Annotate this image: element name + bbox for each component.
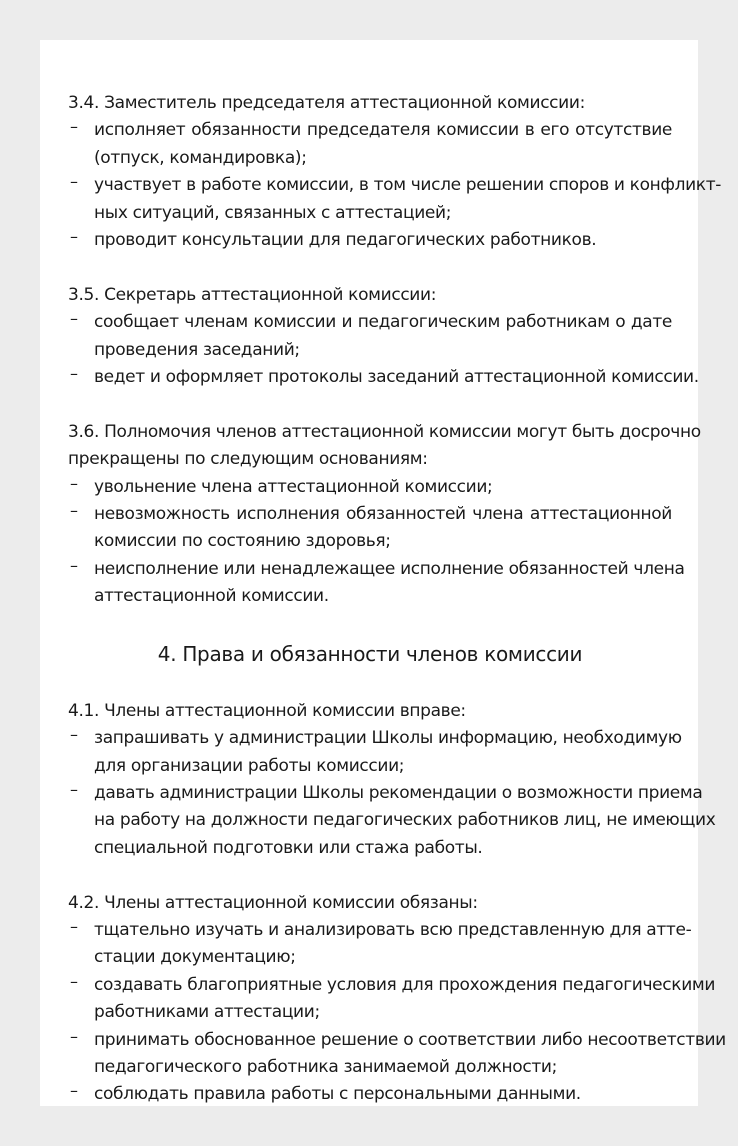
- list-item: [68, 916, 692, 972]
- list-item: [68, 555, 685, 611]
- section-4-2: [68, 890, 726, 1109]
- dash-marker: –: [70, 1081, 78, 1101]
- list-item-line: ных ситуаций, связанных с аттестацией;: [94, 202, 452, 223]
- list-item: [68, 971, 716, 1027]
- dash-marker: –: [70, 227, 78, 247]
- list-item-line: проводит консультации для педагогических работников.: [94, 230, 597, 251]
- list-item-line: запрашивать у администрации Школы информацию, необходимую: [94, 728, 682, 749]
- list-item-line: стации документацию;: [94, 947, 296, 968]
- list-item-line: принимать обоснованное решение о соответствии либо несоответствии: [94, 1029, 726, 1050]
- list-item: [68, 172, 722, 227]
- list-item: [68, 474, 672, 501]
- list-item-line: исполняет обязанности председателя комиссии в его отсутствие: [94, 120, 672, 141]
- list-item: [68, 779, 716, 862]
- list-item-line: тщательно изучать и анализировать всю представленную для атте-: [94, 919, 692, 940]
- list-item: [68, 725, 682, 780]
- dash-marker: –: [70, 364, 78, 384]
- section-4-1: [68, 698, 716, 862]
- dash-marker: –: [70, 172, 78, 192]
- list-item: [68, 1026, 726, 1082]
- list-item-line: педагогического работника занимаемой должности;: [94, 1056, 557, 1077]
- dash-marker: –: [70, 501, 78, 521]
- heading-gap: [68, 668, 672, 698]
- list-item-line: соблюдать правила работы с персональными данными.: [94, 1084, 581, 1105]
- list-item-line: неисполнение или ненадлежащее исполнение обязанностей члена: [94, 558, 685, 579]
- paragraph-gap: [68, 254, 672, 281]
- list-item-line: на работу на должности педагогических работников лиц, не имеющих: [94, 810, 716, 831]
- list-item-line: давать администрации Школы рекомендации о возможности приема: [94, 782, 703, 803]
- section-title-line: 3.6. Полномочия членов аттестационной комиссии могут быть досрочно: [68, 421, 701, 442]
- dash-marker: –: [70, 971, 78, 991]
- dash-marker: –: [70, 779, 78, 799]
- list-item-line: сообщает членам комиссии и педагогическим работникам о дате: [94, 312, 672, 333]
- list-item-line: аттестационной комиссии.: [94, 586, 329, 607]
- dash-marker: –: [70, 117, 78, 137]
- list-item-line: для организации работы комиссии;: [94, 755, 405, 776]
- list-item-line: увольнение члена аттестационной комиссии;: [94, 476, 493, 497]
- section-title: 3.4. Заместитель председателя аттестационной комиссии:: [68, 93, 585, 113]
- dash-marker: –: [70, 309, 78, 329]
- list-item: [68, 117, 672, 172]
- section-3-5: [68, 282, 699, 392]
- dash-marker: –: [70, 725, 78, 745]
- list-item-line: участвует в работе комиссии, в том числе решении споров и конфликт-: [94, 175, 722, 196]
- list-item: [68, 227, 672, 254]
- list-item: [68, 309, 672, 364]
- list-item: [68, 1081, 672, 1108]
- list-item-line: комиссии по состоянию здоровья;: [94, 531, 391, 552]
- dash-marker: –: [70, 1026, 78, 1046]
- list-item-line: работниками аттестации;: [94, 1002, 320, 1023]
- paragraph-gap: [68, 862, 672, 889]
- list-item-line: (отпуск, командировка);: [94, 147, 307, 168]
- list-item: [68, 501, 672, 556]
- dash-marker: –: [70, 916, 78, 936]
- dash-marker: –: [70, 473, 78, 493]
- list-item-line: ведет и оформляет протоколы заседаний аттестационной комиссии.: [94, 367, 699, 388]
- document-page: [40, 40, 726, 1106]
- section-3-4: [68, 90, 722, 254]
- section-title: 4.1. Члены аттестационной комиссии вправе:: [68, 700, 466, 721]
- chapter-heading: 4. Права и обязанности членов комиссии: [157, 641, 583, 666]
- list-item-line: создавать благоприятные условия для прохождения педагогическими: [94, 974, 716, 995]
- list-item-line: проведения заседаний;: [94, 339, 300, 360]
- section-title: 4.2. Члены аттестационной комиссии обязаны:: [68, 892, 478, 913]
- list-item-line: специальной подготовки или стажа работы.: [94, 837, 483, 858]
- section-title-line: прекращены по следующим основаниям:: [68, 449, 428, 470]
- section-3-6: [68, 419, 701, 611]
- dash-marker: –: [70, 555, 78, 575]
- section-title: 3.5. Секретарь аттестационной комиссии:: [68, 284, 437, 305]
- list-item: [68, 364, 699, 391]
- paragraph-gap: [68, 391, 672, 418]
- list-item-line: невозможность исполнения обязанностей члена аттестационной: [94, 504, 672, 525]
